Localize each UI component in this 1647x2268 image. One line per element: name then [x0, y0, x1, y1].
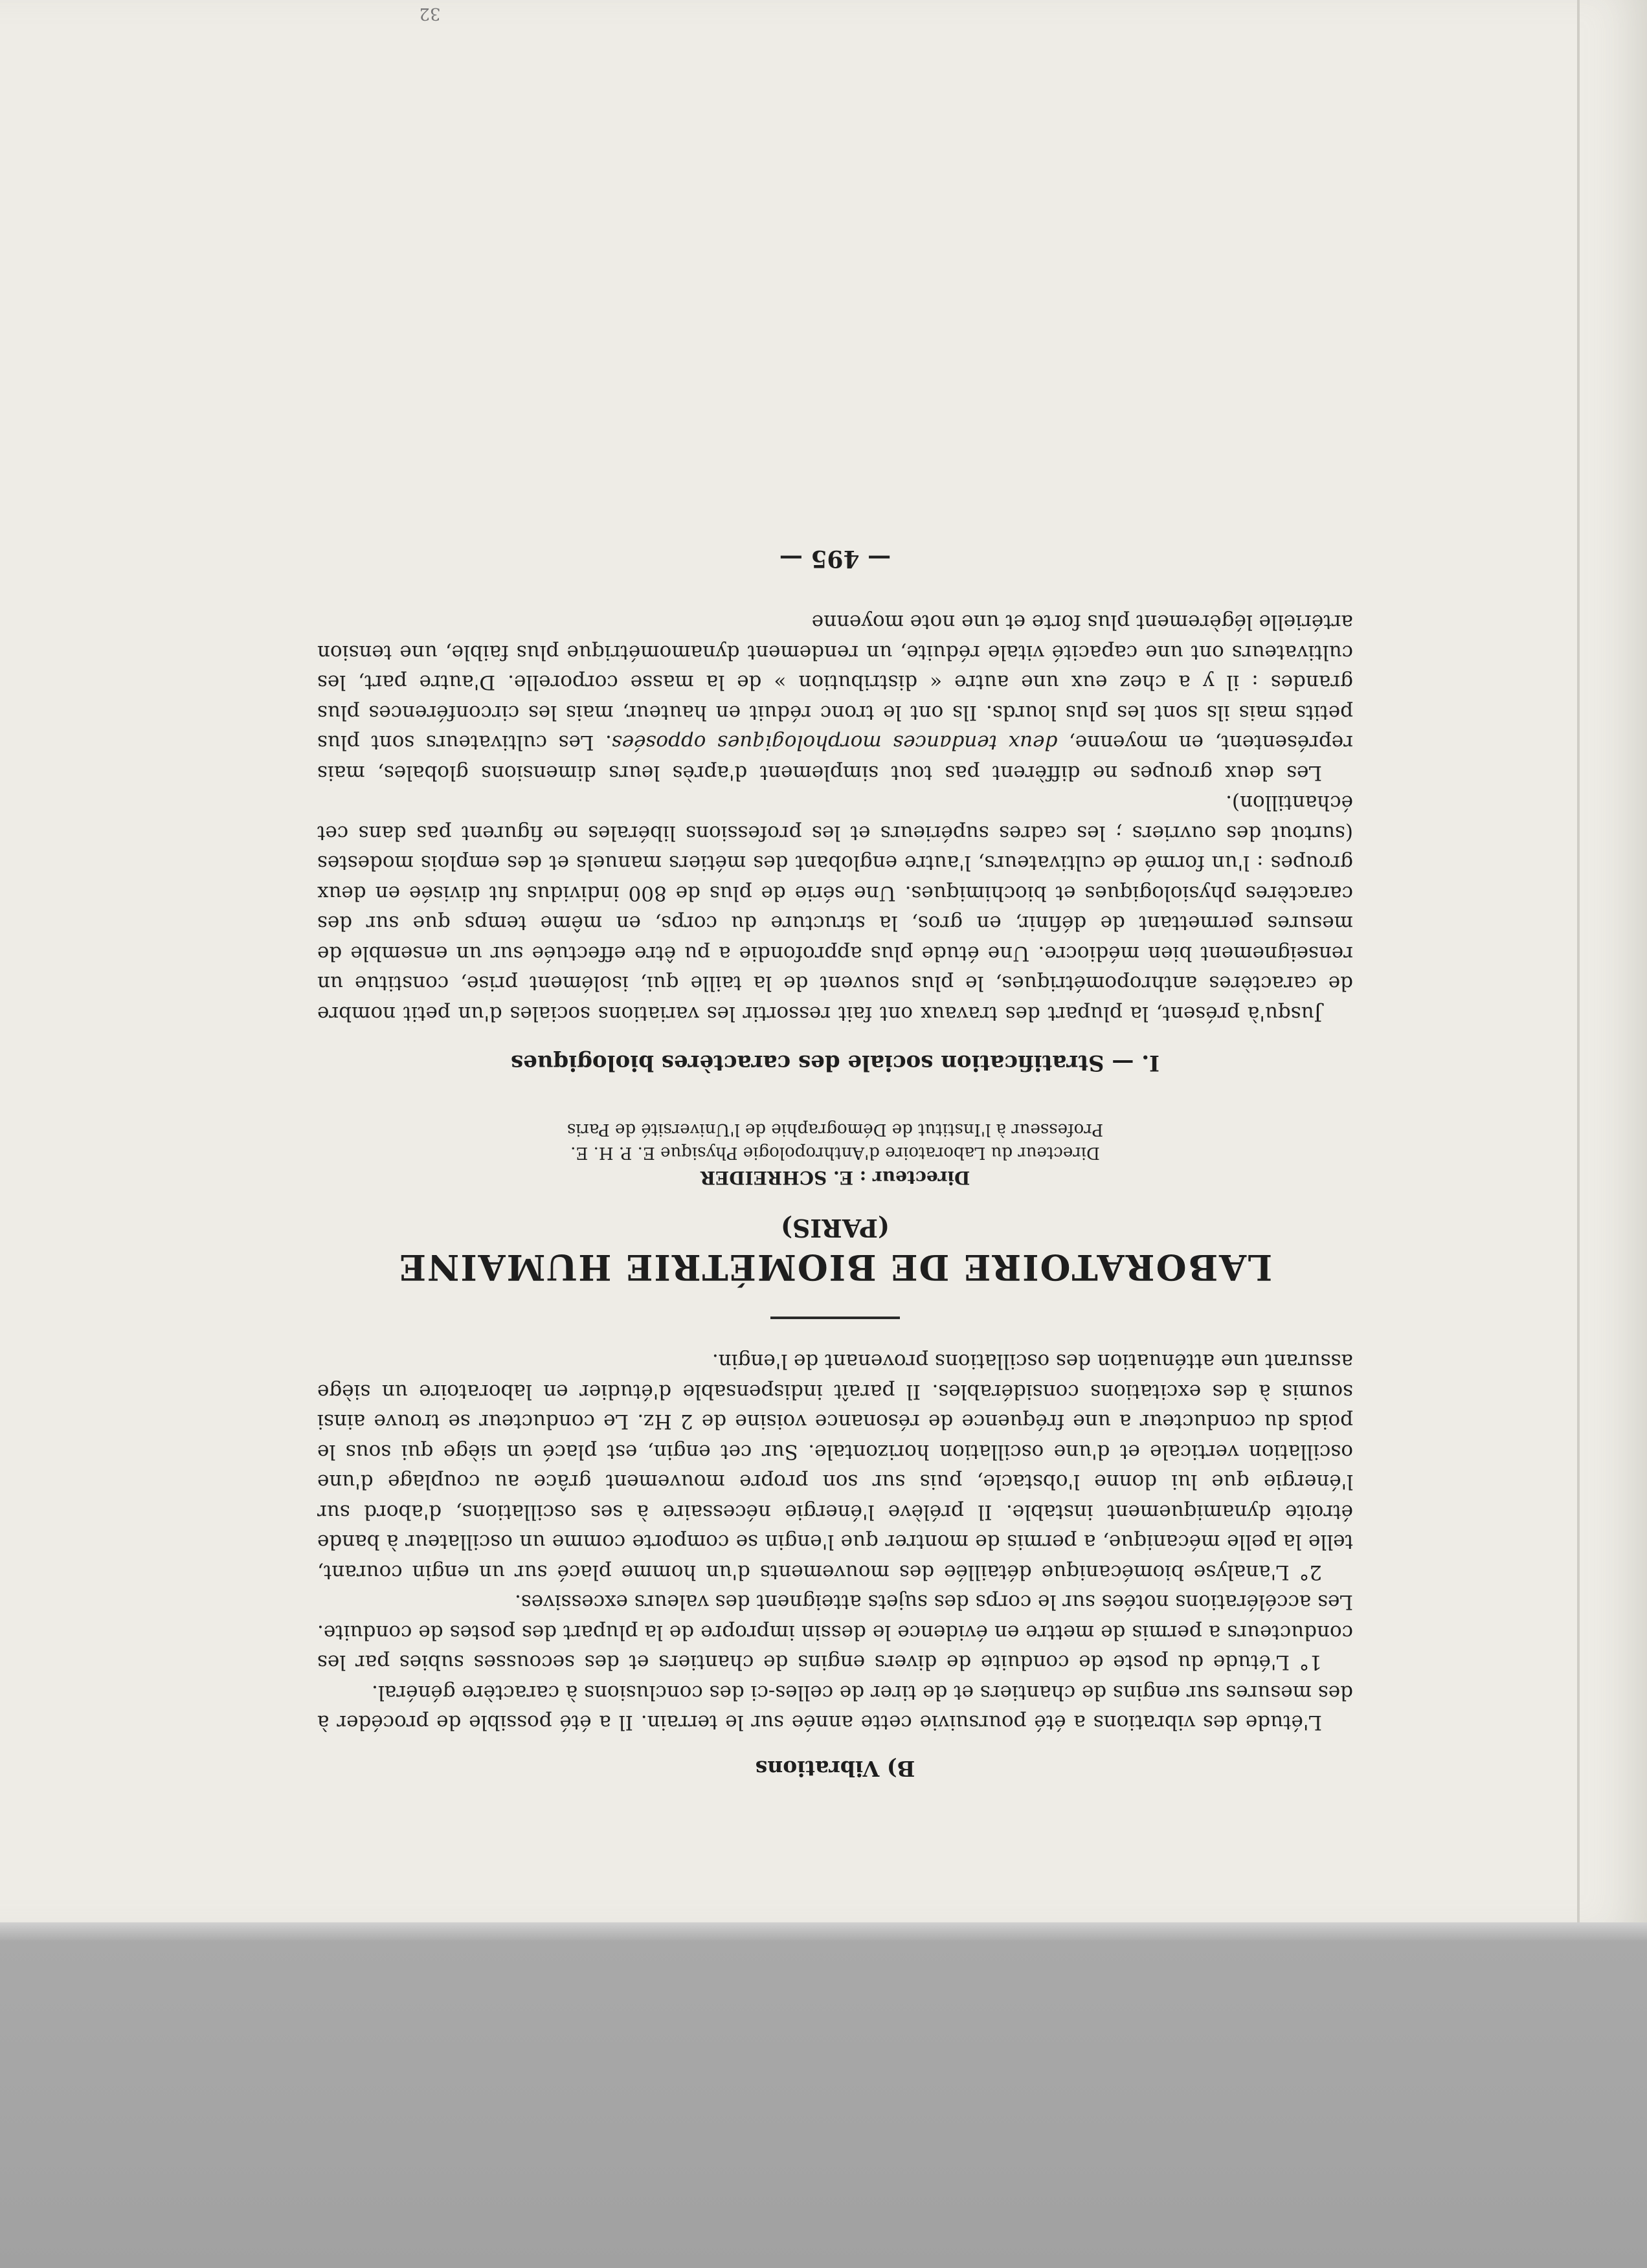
- section-1-paragraph-2-start: Les deux groupes ne diffèrent pas tout simplement d'après leurs dimensions globales, mais représentent, en moyenne,: [317, 731, 1353, 784]
- divider: [317, 1288, 1353, 1346]
- director-line: Directeur : E. SCHREIDER: [700, 1167, 970, 1189]
- scan-number: 32: [419, 4, 441, 23]
- section-1-paragraph-2-emphasis: deux tendances morphologiques opposées: [611, 731, 1058, 755]
- page-edge: [1577, 0, 1580, 1924]
- page-number: — 495 —: [779, 545, 891, 572]
- laboratory-title: LABORATOIRE DE BIOMÉTRIE HUMAINE: [398, 1247, 1273, 1288]
- section-b-heading: B) Vibrations: [755, 1756, 915, 1781]
- divider-rule: [770, 1317, 900, 1319]
- section-1-paragraph-1: Jusqu'à présent, la plupart des travaux ont fait ressortir les variations sociales d'un petit nombre de caractères anthropométriques, le plus souvent de la taille qui, isolément prise, constitue un renseignement bien médiocre. Une étude plus approfondie a pu être effectuée sur un ensemble de mesures permettant de définir, en gros, la structure du corps, en même temps que sur des caractères physiologiques et biochimiques. Une série de plus de 800 individus fut divisée en deux groupes : l'un formé de cultivateurs, l'autre englobant des métiers manuels et des emplois modestes (surtout des ouvriers ; les cadres supérieurs et les professions libérales ne figurent pas dans cet échantillon).: [317, 791, 1353, 1025]
- section-b-paragraph-2: 2° L'analyse biomécanique détaillée des mouvements d'un homme placé sur un engin courant, telle la pelle mécanique, a permis de montrer que l'engin se comporte comme un oscillateur à bande étroite dynamiquement instable. Il prélève l'énergie nécessaire à ses oscillations, d'abord sur l'énergie que lui donne l'obstacle, puis sur son propre mouvement grâce au couplage d'une oscillation verticale et d'une oscillation horizontale. Sur cet engin, est placé un siège qui sous le poids du conducteur a une fréquence de résonance voisine de 2 Hz. Le conducteur se trouve ainsi soumis à des excitations considérables. Il paraît indispensable d'étudier en laboratoire un siège assurant une atténuation des oscillations provenant de l'engin.: [317, 1350, 1353, 1584]
- laboratory-city: (PARIS): [780, 1214, 890, 1243]
- section-1-paragraph-2: [317, 607, 1353, 788]
- page-content-upside-down: [317, 100, 1353, 1783]
- section-b-paragraph-intro: L'étude des vibrations a été poursuivie cette année sur le terrain. Il a été possible de procéder à des mesures sur engins de chantiers et de tirer de celles-ci des conclusions à caractère général.: [317, 1681, 1353, 1735]
- section-1-heading: I. — Stratification sociale des caractères biologiques: [511, 1050, 1160, 1076]
- affiliation-line-1: Directeur du Laboratoire d'Anthropologie Physique E. P. H. E.: [570, 1143, 1100, 1163]
- affiliation-line-2: Professeur à l'Institut de Démographie de l'Université de Paris: [566, 1120, 1104, 1140]
- section-b-paragraph-1: 1° L'étude du poste de conduite de divers engins de chantiers et des secousses subies par les conducteurs a permis de mettre en évidence le dessin impropre de la plupart des postes de conduite. Les accélérations notées sur le corps des sujets atteignent des valeurs excessives.: [317, 1590, 1353, 1674]
- section-1-paragraph-2-end: . Les cultivateurs sont plus petits mais ils sont les plus lourds. Ils ont le tronc réduit en hauteur, mais les circonférences plus grandes : il y a chez eux une autre « distribution » de la masse corporelle. D'autre part, les cultivateurs ont une capacité vitale réduite, un rendement dynamométrique plus faible, une tension artérielle légèrement plus forte et une note moyenne: [317, 610, 1353, 755]
- scanner-background: [0, 1922, 1647, 2268]
